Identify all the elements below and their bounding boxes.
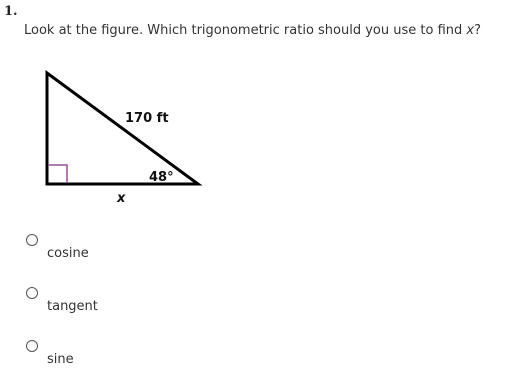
choice-label: cosine — [47, 246, 89, 261]
choice-cosine[interactable] — [24, 234, 224, 270]
radio-button[interactable] — [26, 287, 38, 299]
right-angle-marker — [48, 165, 67, 183]
choice-tangent[interactable] — [24, 287, 224, 323]
triangle — [47, 73, 198, 184]
choice-sine[interactable] — [24, 340, 224, 376]
prompt-variable: x — [466, 23, 475, 38]
choice-label: sine — [47, 352, 74, 367]
radio-button[interactable] — [26, 340, 38, 352]
prompt-end: ? — [474, 23, 481, 38]
choice-label: tangent — [47, 299, 98, 314]
side-x-label: x — [117, 191, 126, 206]
hypotenuse-label: 170 ft — [125, 111, 169, 126]
prompt-text: Look at the figure. Which trigonometric ratio should you use to find — [24, 23, 467, 38]
angle-label: 48° — [149, 170, 174, 185]
radio-button[interactable] — [26, 234, 38, 246]
question-number: 1. — [4, 4, 18, 19]
